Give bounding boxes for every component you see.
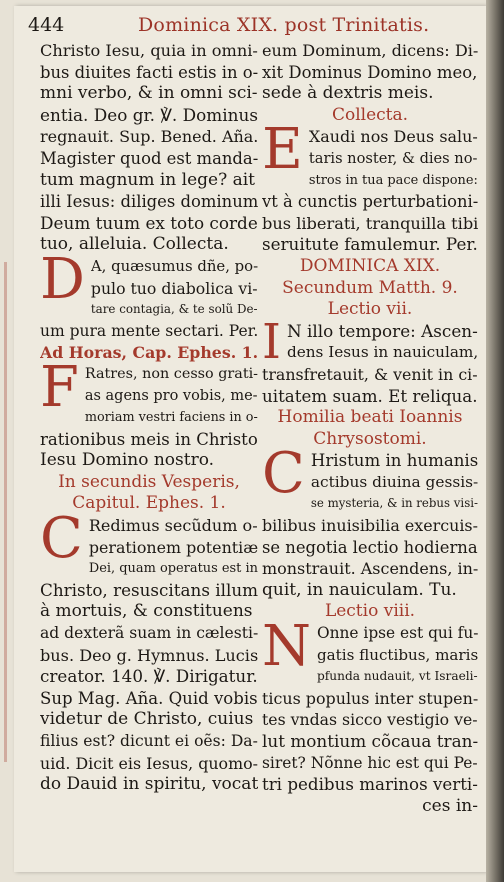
drop-cap: C: [262, 450, 305, 507]
text-line: Hristum in humanis: [310, 451, 478, 471]
text-line: Dei, quam operatus est in: [88, 561, 258, 577]
text-line: Iesu Domino nostro.: [40, 450, 215, 471]
rubric-heading: Chrysostomi.: [313, 428, 427, 449]
drop-cap: D: [40, 255, 85, 312]
text-line: gatis fluctibus, maris: [317, 645, 478, 664]
text-line: xit Dominus Domino meo,: [262, 62, 478, 82]
text-line: bus liberati, tranquilla tibi: [262, 213, 478, 233]
text-line: Redimus secũdum o-: [88, 516, 258, 536]
text-line: sede à dextris meis.: [262, 83, 434, 104]
text-line: rationibus meis in Christo: [40, 429, 258, 449]
text-line: bus. Deo g. Hymnus. Lucis: [40, 645, 258, 665]
text-line: actibus diuina gessis-: [310, 472, 478, 491]
text-line: tare contagia, & te solũ De-: [90, 302, 258, 317]
text-line: transfretauit, & venit in ci-: [262, 364, 478, 384]
lesson-heading: Lectio vii.: [327, 299, 413, 320]
text-line: bilibus inuisibilia exercuis-: [262, 516, 478, 536]
text-line: tes vndas sicco vestigio ve-: [262, 710, 478, 730]
text-line: pfunda nudauit, vt Israeli-: [317, 669, 478, 684]
text-line: illi Iesus: diliges dominum: [40, 192, 258, 212]
left-column: [40, 40, 258, 796]
rubric-heading: Capitul. Ephes. 1.: [72, 493, 226, 514]
text-line: seruitute famulemur. Per.: [262, 234, 478, 255]
text-line: ad dexterã suam in cælesti-: [40, 624, 258, 643]
text-line: entia. Deo gr. ℣. Dominus: [40, 104, 258, 125]
text-line: N illo tempore: Ascen-: [286, 320, 478, 341]
text-line: Sup Mag. Aña. Quid vobis: [40, 688, 258, 708]
text-line: lut montium cõcaua tran-: [262, 731, 478, 751]
lesson-heading: Lectio viii.: [324, 601, 416, 622]
text-line: taris noster, & dies no-: [308, 149, 478, 167]
right-column: [262, 40, 478, 817]
rubric-heading: Ad Horas, Cap. Ephes. 1.: [40, 343, 258, 363]
text-line: A, quæsumus dñe, po-: [90, 256, 258, 275]
section-title: DOMINICA XIX.: [299, 255, 441, 276]
text-line: tum magnum in lege? ait: [40, 169, 256, 190]
nonne-paragraph: [262, 623, 478, 796]
text-line: uitatem suam. Et reliqua.: [262, 386, 478, 406]
text-line: um pura mente sectari. Per.: [40, 321, 258, 340]
margin-ruling: [4, 262, 7, 762]
drop-cap: C: [40, 515, 83, 572]
text-line: quit, in nauiculam. Tu.: [262, 579, 457, 600]
text-line: mni verbo, & in omni sci-: [40, 83, 258, 104]
text-line: monstrauit. Ascendens, in-: [262, 559, 478, 579]
book-binding-edge: [486, 0, 504, 882]
page-header: [26, 12, 486, 38]
text-line: videtur de Christo, cuius: [40, 709, 254, 730]
text-line: Ratres, non cesso grati-: [84, 365, 258, 382]
text-line: Christo Iesu, quia in omni-: [40, 41, 258, 60]
drop-cap: N: [262, 623, 311, 680]
text-line: à mortuis, & constituens: [40, 601, 253, 622]
text-line: moriam vestri faciens in o-: [84, 410, 258, 426]
rubric-heading: Collecta.: [331, 104, 409, 125]
text-line: Magister quod est manda-: [40, 148, 258, 168]
text-line: bus diuites facti estis in o-: [40, 62, 258, 82]
text-line: Deum tuum ex toto corde: [40, 212, 258, 233]
text-line: Onne ipse est qui fu-: [317, 624, 478, 643]
text-line: uid. Dicit eis Iesus, quomo-: [40, 753, 258, 773]
fratres-paragraph: [40, 364, 258, 472]
text-line: tri pedibus marinos verti-: [262, 775, 478, 795]
text-line: perationem potentiæ: [88, 537, 258, 557]
catchword: ces in-: [422, 795, 478, 816]
rubric-heading: Secundum Matth. 9.: [282, 277, 458, 298]
text-line: eum Dominum, dicens: Di-: [262, 41, 478, 60]
exaudi-paragraph: [262, 126, 478, 256]
collect-paragraph: [40, 256, 258, 342]
text-line: creator. 140. ℣. Dirigatur.: [40, 666, 258, 687]
rubric-heading: Homilia beati Ioannis: [277, 407, 463, 428]
text-line: as agens pro vobis, me-: [84, 387, 258, 404]
gospel-paragraph: [262, 321, 478, 407]
running-title: Dominica XIX. post Trinitatis.: [138, 14, 430, 36]
text-line: dens Iesus in nauiculam,: [286, 343, 478, 362]
text-line: do Dauid in spiritu, vocat: [40, 774, 258, 795]
text-line: Xaudi nos Deus salu-: [308, 127, 478, 147]
text-line: regnauit. Sup. Bened. Aña.: [40, 127, 258, 147]
text-line: ticus populus inter stupen-: [262, 688, 478, 708]
text-line: tuo, alleluia. Collecta.: [40, 234, 229, 255]
drop-cap: E: [262, 126, 303, 183]
text-line: se mysteria, & in rebus visi-: [310, 496, 478, 511]
drop-cap: F: [40, 363, 79, 420]
redimus-paragraph: [40, 515, 258, 796]
text-line: stros in tua pace dispone:: [308, 172, 478, 188]
text-line: pulo tuo diabolica vi-: [90, 278, 258, 298]
text-line: Christo, resuscitans illum: [40, 579, 258, 600]
drop-cap: I: [262, 320, 281, 370]
text-line: se negotia lectio hodierna: [262, 537, 478, 557]
text-line: vt à cunctis perturbationi-: [262, 192, 478, 212]
rubric-heading: In secundis Vesperis,: [58, 471, 240, 492]
text-line: filius est? dicunt ei oẽs: Da-: [40, 732, 258, 750]
page-number: 444: [28, 14, 65, 36]
homily-paragraph: [262, 450, 478, 601]
text-line: siret? Nõnne hic est qui Pe-: [262, 753, 478, 772]
